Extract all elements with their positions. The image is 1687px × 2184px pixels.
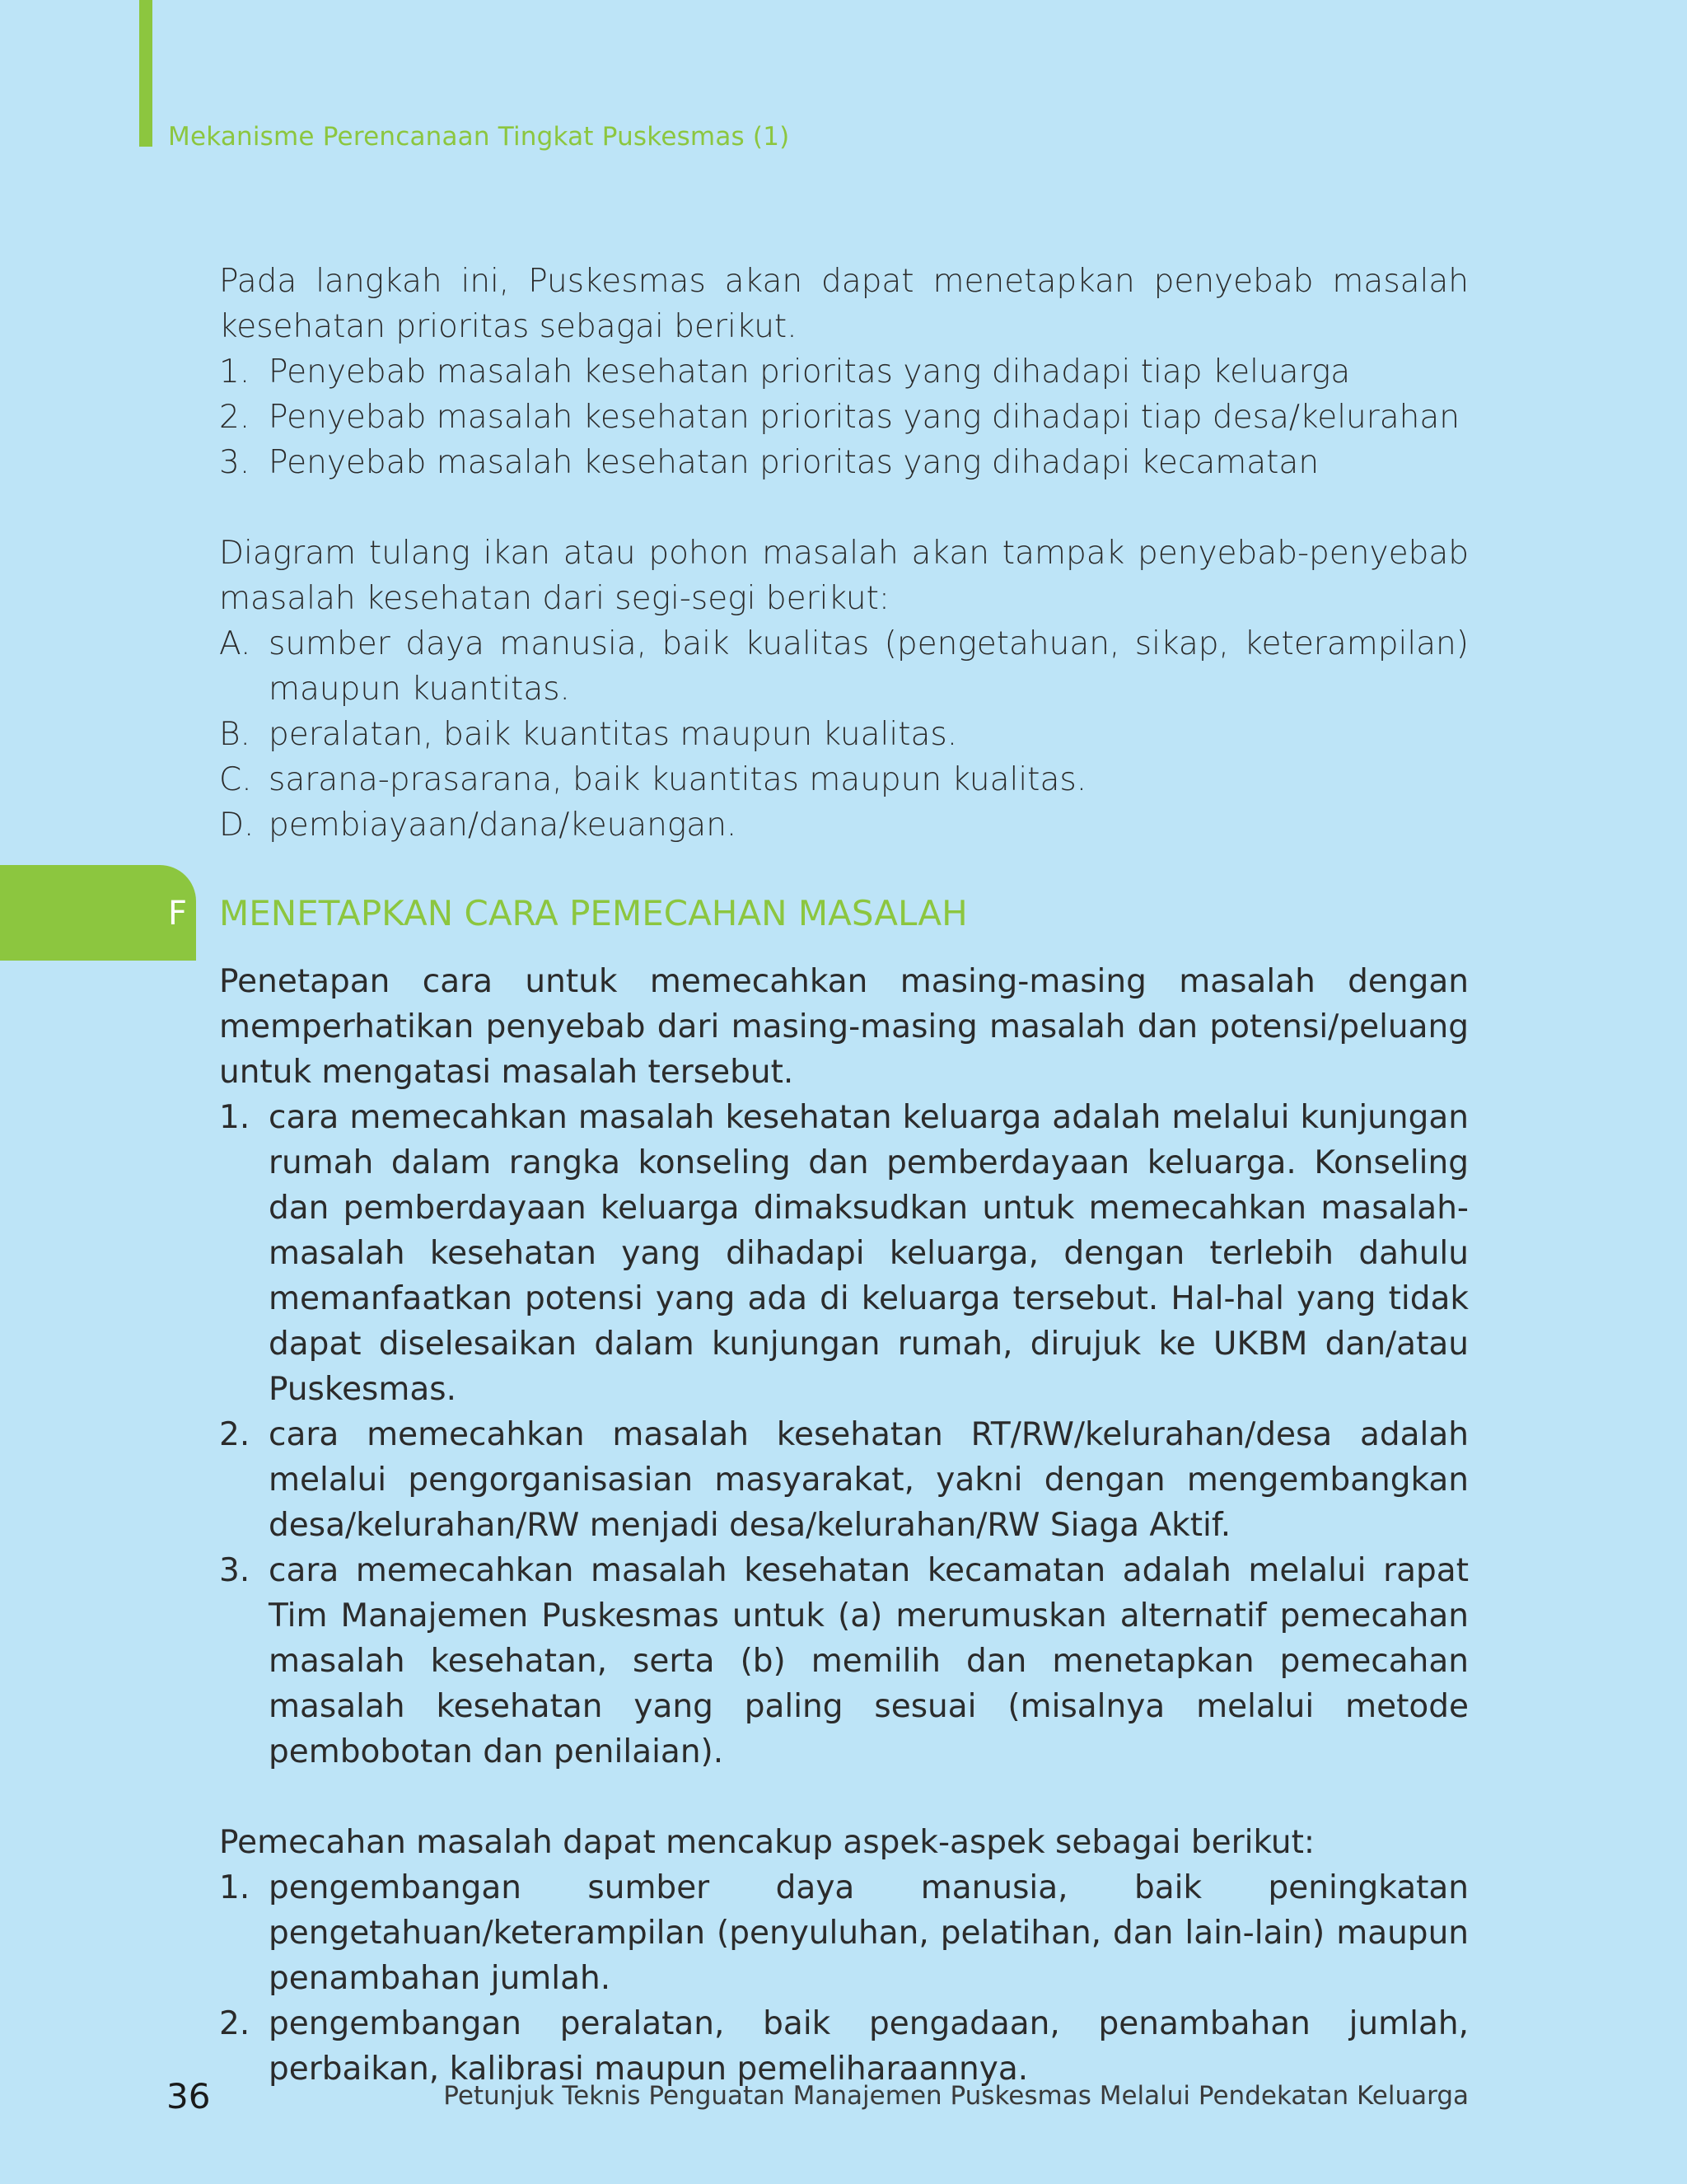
page-number: 36 (166, 2076, 211, 2116)
list-item-text: Penyebab masalah kesehatan prioritas yang dihadapi tiap keluarga (269, 353, 1351, 391)
list-marker: 1. (219, 353, 250, 391)
list-marker: 1. (219, 1869, 250, 1906)
list-marker: B. (219, 716, 250, 753)
list-item (219, 440, 1469, 485)
list-item-text: pengembangan peralatan, baik pengadaan, penambahan jumlah, perbaikan, kalibrasi maupun pemeliharaannya. (269, 2005, 1469, 2088)
list-item-text: pembiayaan/dana/keuangan. (269, 807, 737, 844)
list-marker: 3. (219, 1552, 250, 1589)
list-item (219, 1412, 1469, 1548)
section-f-content (219, 959, 1469, 2092)
list-marker: 3. (219, 444, 250, 481)
running-header: Mekanisme Perencanaan Tingkat Puskesmas (1) (168, 122, 790, 152)
section-paragraph: Penetapan cara untuk memecahkan masing-masing masalah dengan memperhatikan penyebab dari masing-masing masalah dan potensi/peluang untuk mengatasi masalah tersebut. (219, 963, 1469, 1091)
list-item (219, 395, 1469, 440)
list-item-text: cara memecahkan masalah kesehatan RT/RW/kelurahan/desa adalah melalui pengorganisasian masyarakat, yakni dengan mengembangkan desa/kelurahan/RW menjadi desa/kelurahan/RW Siaga Aktif. (269, 1416, 1469, 1544)
section-letter: F (168, 895, 188, 933)
list-marker: 2. (219, 2005, 250, 2042)
solution-aspects-list (219, 1865, 1469, 2092)
list-marker: A. (219, 625, 251, 662)
list-item-text: sumber daya manusia, baik kualitas (pengetahuan, sikap, keterampilan) maupun kuantitas. (269, 625, 1469, 708)
list-item (219, 757, 1469, 802)
list-marker: 2. (219, 399, 250, 436)
list-item (219, 1865, 1469, 2001)
list-marker: 1. (219, 1099, 250, 1136)
section-tab (0, 865, 196, 961)
cause-aspects-list (219, 621, 1469, 848)
list-item (219, 1095, 1469, 1412)
diagram-paragraph: Diagram tulang ikan atau pohon masalah akan tampak penyebab-penyebab masalah kesehatan dari segi-segi berikut: (219, 535, 1469, 617)
priority-causes-list (219, 349, 1469, 485)
list-item (219, 802, 1469, 848)
list-marker: D. (219, 807, 255, 844)
intro-content (219, 259, 1469, 848)
list-marker: C. (219, 761, 252, 798)
footer-book-title: Petunjuk Teknis Penguatan Manajemen Puskesmas Melalui Pendekatan Keluarga (443, 2081, 1469, 2111)
list-item (219, 1548, 1469, 1775)
list-item-text: sarana-prasarana, baik kuantitas maupun kualitas. (269, 761, 1087, 798)
list-item-text: Penyebab masalah kesehatan prioritas yang dihadapi tiap desa/kelurahan (269, 399, 1460, 436)
list-item-text: pengembangan sumber daya manusia, baik peningkatan pengetahuan/keterampilan (penyuluhan, pelatihan, dan lain-lain) maupun penambahan jumlah. (269, 1869, 1469, 1997)
list-item-text: Penyebab masalah kesehatan prioritas yang dihadapi kecamatan (269, 444, 1320, 481)
list-item-text: cara memecahkan masalah kesehatan keluarga adalah melalui kunjungan rumah dalam rangka konseling dan pemberdayaan keluarga. Konseling dan pemberdayaan keluarga dimaksudkan untuk memecahkan masalah-masalah kesehatan yang dihadapi keluarga, dengan terlebih dahulu memanfaatkan potensi yang ada di keluarga tersebut. Hal-hal yang tidak dapat diselesaikan dalam kunjungan rumah, dirujuk ke UKBM dan/atau Puskesmas. (269, 1099, 1469, 1408)
aspects-paragraph: Pemecahan masalah dapat mencakup aspek-aspek sebagai berikut: (219, 1824, 1315, 1861)
solution-methods-list (219, 1095, 1469, 1775)
list-item (219, 712, 1469, 757)
intro-paragraph: Pada langkah ini, Puskesmas akan dapat menetapkan penyebab masalah kesehatan prioritas sebagai berikut. (219, 263, 1469, 345)
section-title: MENETAPKAN CARA PEMECAHAN MASALAH (219, 893, 968, 933)
list-item (219, 621, 1469, 712)
list-item (219, 2001, 1469, 2092)
list-item-text: cara memecahkan masalah kesehatan kecamatan adalah melalui rapat Tim Manajemen Puskesmas untuk (a) merumuskan alternatif pemecahan masalah kesehatan, serta (b) memilih dan menetapkan pemecahan masalah kesehatan yang paling sesuai (misalnya melalui metode pembobotan dan penilaian). (269, 1552, 1469, 1770)
header-accent-bar (139, 0, 152, 147)
list-item (219, 349, 1469, 395)
list-item-text: peralatan, baik kuantitas maupun kualitas. (269, 716, 958, 753)
list-marker: 2. (219, 1416, 250, 1453)
